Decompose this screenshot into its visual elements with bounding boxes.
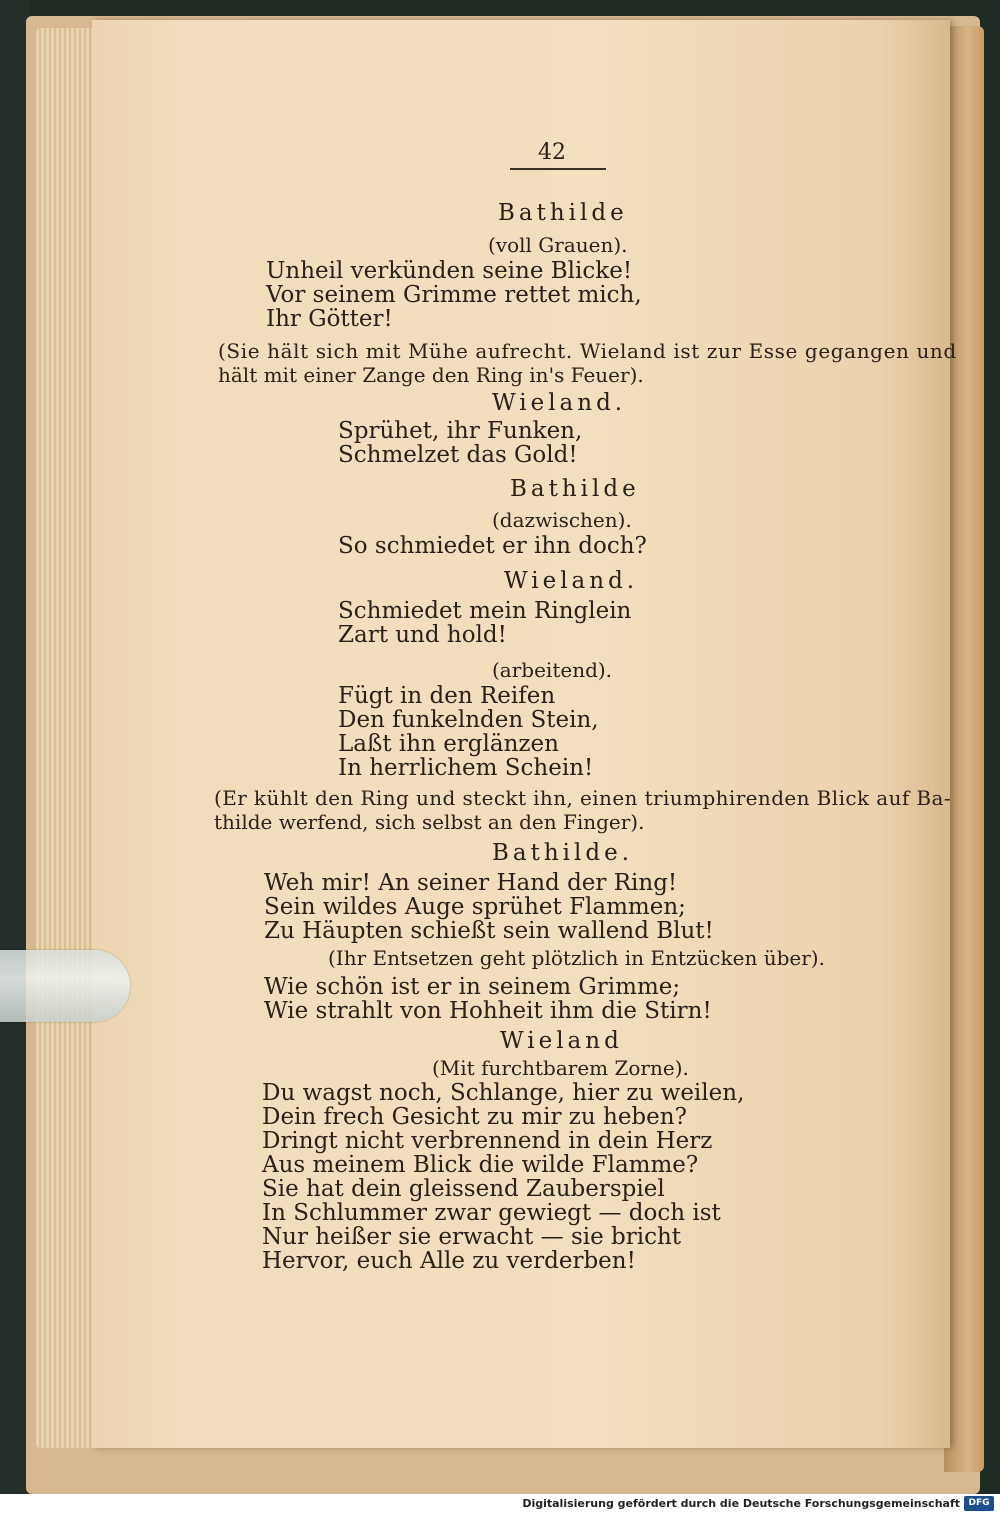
footer-credit: Digitalisierung gefördert durch die Deutsche Forschungsgemeinschaft <box>522 1497 960 1510</box>
stage-direction: (Sie hält sich mit Mühe aufrecht. Wieland ist zur Esse gegangen und <box>218 339 957 363</box>
speaker-wieland: Wieland <box>500 1028 623 1054</box>
verse-line: Sein wildes Auge sprühet Flammen; <box>264 894 686 920</box>
verse-line: Aus meinem Blick die wilde Flamme? <box>262 1152 699 1178</box>
verse-line: Schmiedet mein Ringlein <box>338 598 632 624</box>
verse-line: Vor seinem Grimme rettet mich, <box>266 282 642 308</box>
stage-direction: (Mit furchtbarem Zorne). <box>432 1056 689 1080</box>
speaker-bathilde: Bathilde <box>498 200 628 226</box>
dfg-logo: DFG <box>964 1496 994 1511</box>
verse-line: So schmiedet er ihn doch? <box>338 533 647 559</box>
page-clip <box>0 950 130 1022</box>
adjacent-page-edge <box>944 26 984 1472</box>
verse-line: Weh mir! An seiner Hand der Ring! <box>264 870 678 896</box>
verse-line: In herrlichem Schein! <box>338 755 594 781</box>
speaker-wieland: Wieland. <box>504 568 639 594</box>
verse-line: Schmelzet das Gold! <box>338 442 578 468</box>
speaker-wieland: Wieland. <box>492 390 627 416</box>
footer-bar <box>0 1494 1000 1514</box>
verse-line: Hervor, euch Alle zu verderben! <box>262 1248 636 1274</box>
verse-line: Wie schön ist er in seinem Grimme; <box>264 974 681 1000</box>
verse-line: Sprühet, ihr Funken, <box>338 418 583 444</box>
stage-direction: (voll Grauen). <box>488 233 628 257</box>
verse-line: Laßt ihn erglänzen <box>338 731 559 757</box>
verse-line: Sie hat dein gleissend Zauberspiel <box>262 1176 665 1202</box>
stage-direction: thilde werfend, sich selbst an den Finger). <box>214 810 645 834</box>
verse-line: Den funkelnden Stein, <box>338 707 599 733</box>
page-number: 42 <box>538 140 566 165</box>
speaker-bathilde: Bathilde. <box>492 840 634 866</box>
verse-line: Ihr Götter! <box>266 306 393 332</box>
book-page <box>92 20 957 1448</box>
verse-line: Zart und hold! <box>338 622 507 648</box>
verse-line: Wie strahlt von Hohheit ihm die Stirn! <box>264 998 712 1024</box>
verse-line: Dein frech Gesicht zu mir zu heben? <box>262 1104 687 1130</box>
stage-direction: (Er kühlt den Ring und steckt ihn, einen triumphirenden Blick auf Ba- <box>214 786 951 810</box>
verse-line: Du wagst noch, Schlange, hier zu weilen, <box>262 1080 745 1106</box>
stage-direction: (arbeitend). <box>492 658 613 682</box>
page-number-rule <box>510 168 606 170</box>
page-edges <box>36 28 96 1448</box>
stage-direction: hält mit einer Zange den Ring in's Feuer). <box>218 363 644 387</box>
verse-line: Unheil verkünden seine Blicke! <box>266 258 633 284</box>
verse-line: Fügt in den Reifen <box>338 683 556 709</box>
speaker-bathilde: Bathilde <box>510 476 640 502</box>
verse-line: Dringt nicht verbrennend in dein Herz <box>262 1128 713 1154</box>
verse-line: In Schlummer zwar gewiegt — doch ist <box>262 1200 721 1226</box>
stage-direction: (Ihr Entsetzen geht plötzlich in Entzücken über). <box>328 946 825 970</box>
verse-line: Nur heißer sie erwacht — sie bricht <box>262 1224 682 1250</box>
verse-line: Zu Häupten schießt sein wallend Blut! <box>264 918 714 944</box>
stage-direction: (dazwischen). <box>492 508 632 532</box>
